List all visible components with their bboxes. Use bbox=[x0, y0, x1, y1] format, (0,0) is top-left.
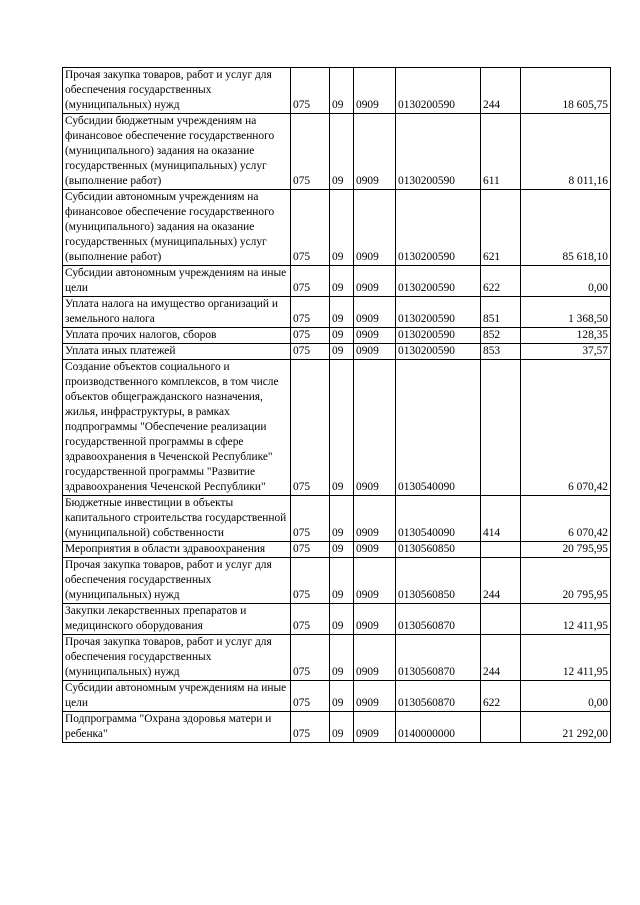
row-section-cell: 09 bbox=[330, 542, 354, 558]
row-subsection-cell: 0909 bbox=[354, 190, 396, 266]
row-subsection-cell: 0909 bbox=[354, 558, 396, 604]
row-article-cell: 0130200590 bbox=[396, 266, 481, 297]
row-code-cell: 075 bbox=[291, 558, 330, 604]
row-name-cell: Уплата прочих налогов, сборов bbox=[63, 328, 291, 344]
row-subsection-cell: 0909 bbox=[354, 114, 396, 190]
row-name-cell: Закупки лекарственных препаратов и медицинского оборудования bbox=[63, 604, 291, 635]
row-name-cell: Прочая закупка товаров, работ и услуг для обеспечения государственных (муниципальных) нужд bbox=[63, 558, 291, 604]
row-section-cell: 09 bbox=[330, 604, 354, 635]
budget-table-body bbox=[63, 68, 611, 743]
row-code-cell: 075 bbox=[291, 68, 330, 114]
row-name-cell: Субсидии автономным учреждениям на иные цели bbox=[63, 681, 291, 712]
row-article-cell: 0130540090 bbox=[396, 496, 481, 542]
row-subsection-cell: 0909 bbox=[354, 496, 396, 542]
row-code-cell: 075 bbox=[291, 297, 330, 328]
row-name-cell: Субсидии бюджетным учреждениям на финансовое обеспечение государственного (муниципального) задания на оказание государственных (муниципальных) услуг (выполнение работ) bbox=[63, 114, 291, 190]
row-code-cell: 075 bbox=[291, 604, 330, 635]
row-sum-cell: 18 605,75 bbox=[521, 68, 611, 114]
row-article-cell: 0130560850 bbox=[396, 558, 481, 604]
row-section-cell: 09 bbox=[330, 328, 354, 344]
table-row bbox=[63, 542, 611, 558]
row-sum-cell: 37,57 bbox=[521, 344, 611, 360]
row-sum-cell: 20 795,95 bbox=[521, 558, 611, 604]
row-type-cell: 853 bbox=[481, 344, 521, 360]
row-name-cell: Бюджетные инвестиции в объекты капитального строительства государственной (муниципальной) собственности bbox=[63, 496, 291, 542]
row-sum-cell: 21 292,00 bbox=[521, 712, 611, 743]
row-type-cell bbox=[481, 542, 521, 558]
table-row bbox=[63, 266, 611, 297]
row-sum-cell: 0,00 bbox=[521, 681, 611, 712]
row-section-cell: 09 bbox=[330, 266, 354, 297]
row-name-cell: Мероприятия в области здравоохранения bbox=[63, 542, 291, 558]
row-section-cell: 09 bbox=[330, 712, 354, 743]
row-subsection-cell: 0909 bbox=[354, 297, 396, 328]
row-article-cell: 0130560870 bbox=[396, 604, 481, 635]
row-code-cell: 075 bbox=[291, 360, 330, 496]
row-subsection-cell: 0909 bbox=[354, 712, 396, 743]
budget-table bbox=[62, 67, 611, 743]
row-name-cell: Уплата иных платежей bbox=[63, 344, 291, 360]
row-type-cell bbox=[481, 604, 521, 635]
row-subsection-cell: 0909 bbox=[354, 360, 396, 496]
row-section-cell: 09 bbox=[330, 297, 354, 328]
table-row bbox=[63, 68, 611, 114]
row-code-cell: 075 bbox=[291, 114, 330, 190]
row-section-cell: 09 bbox=[330, 344, 354, 360]
row-code-cell: 075 bbox=[291, 496, 330, 542]
row-subsection-cell: 0909 bbox=[354, 681, 396, 712]
table-row bbox=[63, 681, 611, 712]
row-type-cell: 414 bbox=[481, 496, 521, 542]
row-subsection-cell: 0909 bbox=[354, 635, 396, 681]
row-code-cell: 075 bbox=[291, 681, 330, 712]
row-sum-cell: 8 011,16 bbox=[521, 114, 611, 190]
row-sum-cell: 6 070,42 bbox=[521, 360, 611, 496]
row-section-cell: 09 bbox=[330, 558, 354, 604]
table-row bbox=[63, 328, 611, 344]
row-sum-cell: 6 070,42 bbox=[521, 496, 611, 542]
table-row bbox=[63, 712, 611, 743]
row-subsection-cell: 0909 bbox=[354, 604, 396, 635]
row-code-cell: 075 bbox=[291, 344, 330, 360]
row-name-cell: Уплата налога на имущество организаций и земельного налога bbox=[63, 297, 291, 328]
row-type-cell bbox=[481, 712, 521, 743]
row-section-cell: 09 bbox=[330, 360, 354, 496]
row-sum-cell: 85 618,10 bbox=[521, 190, 611, 266]
table-row bbox=[63, 604, 611, 635]
row-article-cell: 0130560870 bbox=[396, 681, 481, 712]
row-type-cell: 622 bbox=[481, 266, 521, 297]
row-section-cell: 09 bbox=[330, 681, 354, 712]
table-row bbox=[63, 114, 611, 190]
row-code-cell: 075 bbox=[291, 542, 330, 558]
table-row bbox=[63, 190, 611, 266]
table-row bbox=[63, 635, 611, 681]
row-code-cell: 075 bbox=[291, 635, 330, 681]
row-subsection-cell: 0909 bbox=[354, 68, 396, 114]
row-sum-cell: 0,00 bbox=[521, 266, 611, 297]
row-article-cell: 0130200590 bbox=[396, 190, 481, 266]
row-article-cell: 0130540090 bbox=[396, 360, 481, 496]
row-section-cell: 09 bbox=[330, 496, 354, 542]
row-type-cell bbox=[481, 360, 521, 496]
row-subsection-cell: 0909 bbox=[354, 328, 396, 344]
row-section-cell: 09 bbox=[330, 68, 354, 114]
table-row bbox=[63, 344, 611, 360]
table-row bbox=[63, 496, 611, 542]
row-name-cell: Создание объектов социального и производственного комплексов, в том числе объектов общегражданского назначения, жилья, инфраструктуры, в рамках подпрограммы "Обеспечение реализации государственной программы в сфере здравоохранения в Чеченской Республике" государственной программы "Развитие здравоохранения Чеченской Республики" bbox=[63, 360, 291, 496]
row-type-cell: 611 bbox=[481, 114, 521, 190]
row-article-cell: 0130200590 bbox=[396, 68, 481, 114]
row-sum-cell: 12 411,95 bbox=[521, 604, 611, 635]
row-type-cell: 621 bbox=[481, 190, 521, 266]
row-type-cell: 244 bbox=[481, 635, 521, 681]
row-name-cell: Подпрограмма "Охрана здоровья матери и ребенка" bbox=[63, 712, 291, 743]
row-sum-cell: 12 411,95 bbox=[521, 635, 611, 681]
row-article-cell: 0130560850 bbox=[396, 542, 481, 558]
row-code-cell: 075 bbox=[291, 712, 330, 743]
row-section-cell: 09 bbox=[330, 635, 354, 681]
row-type-cell: 244 bbox=[481, 558, 521, 604]
table-row bbox=[63, 297, 611, 328]
row-type-cell: 622 bbox=[481, 681, 521, 712]
row-article-cell: 0140000000 bbox=[396, 712, 481, 743]
row-sum-cell: 1 368,50 bbox=[521, 297, 611, 328]
row-code-cell: 075 bbox=[291, 328, 330, 344]
row-name-cell: Прочая закупка товаров, работ и услуг для обеспечения государственных (муниципальных) нужд bbox=[63, 635, 291, 681]
row-article-cell: 0130560870 bbox=[396, 635, 481, 681]
row-section-cell: 09 bbox=[330, 190, 354, 266]
row-sum-cell: 128,35 bbox=[521, 328, 611, 344]
row-article-cell: 0130200590 bbox=[396, 297, 481, 328]
row-section-cell: 09 bbox=[330, 114, 354, 190]
row-article-cell: 0130200590 bbox=[396, 328, 481, 344]
row-sum-cell: 20 795,95 bbox=[521, 542, 611, 558]
row-type-cell: 852 bbox=[481, 328, 521, 344]
row-article-cell: 0130200590 bbox=[396, 114, 481, 190]
row-type-cell: 244 bbox=[481, 68, 521, 114]
row-subsection-cell: 0909 bbox=[354, 266, 396, 297]
row-name-cell: Прочая закупка товаров, работ и услуг для обеспечения государственных (муниципальных) нужд bbox=[63, 68, 291, 114]
table-row bbox=[63, 558, 611, 604]
table-row bbox=[63, 360, 611, 496]
row-subsection-cell: 0909 bbox=[354, 344, 396, 360]
row-name-cell: Субсидии автономным учреждениям на финансовое обеспечение государственного (муниципального) задания на оказание государственных (муниципальных) услуг (выполнение работ) bbox=[63, 190, 291, 266]
row-article-cell: 0130200590 bbox=[396, 344, 481, 360]
row-type-cell: 851 bbox=[481, 297, 521, 328]
row-code-cell: 075 bbox=[291, 266, 330, 297]
row-name-cell: Субсидии автономным учреждениям на иные цели bbox=[63, 266, 291, 297]
row-subsection-cell: 0909 bbox=[354, 542, 396, 558]
row-code-cell: 075 bbox=[291, 190, 330, 266]
